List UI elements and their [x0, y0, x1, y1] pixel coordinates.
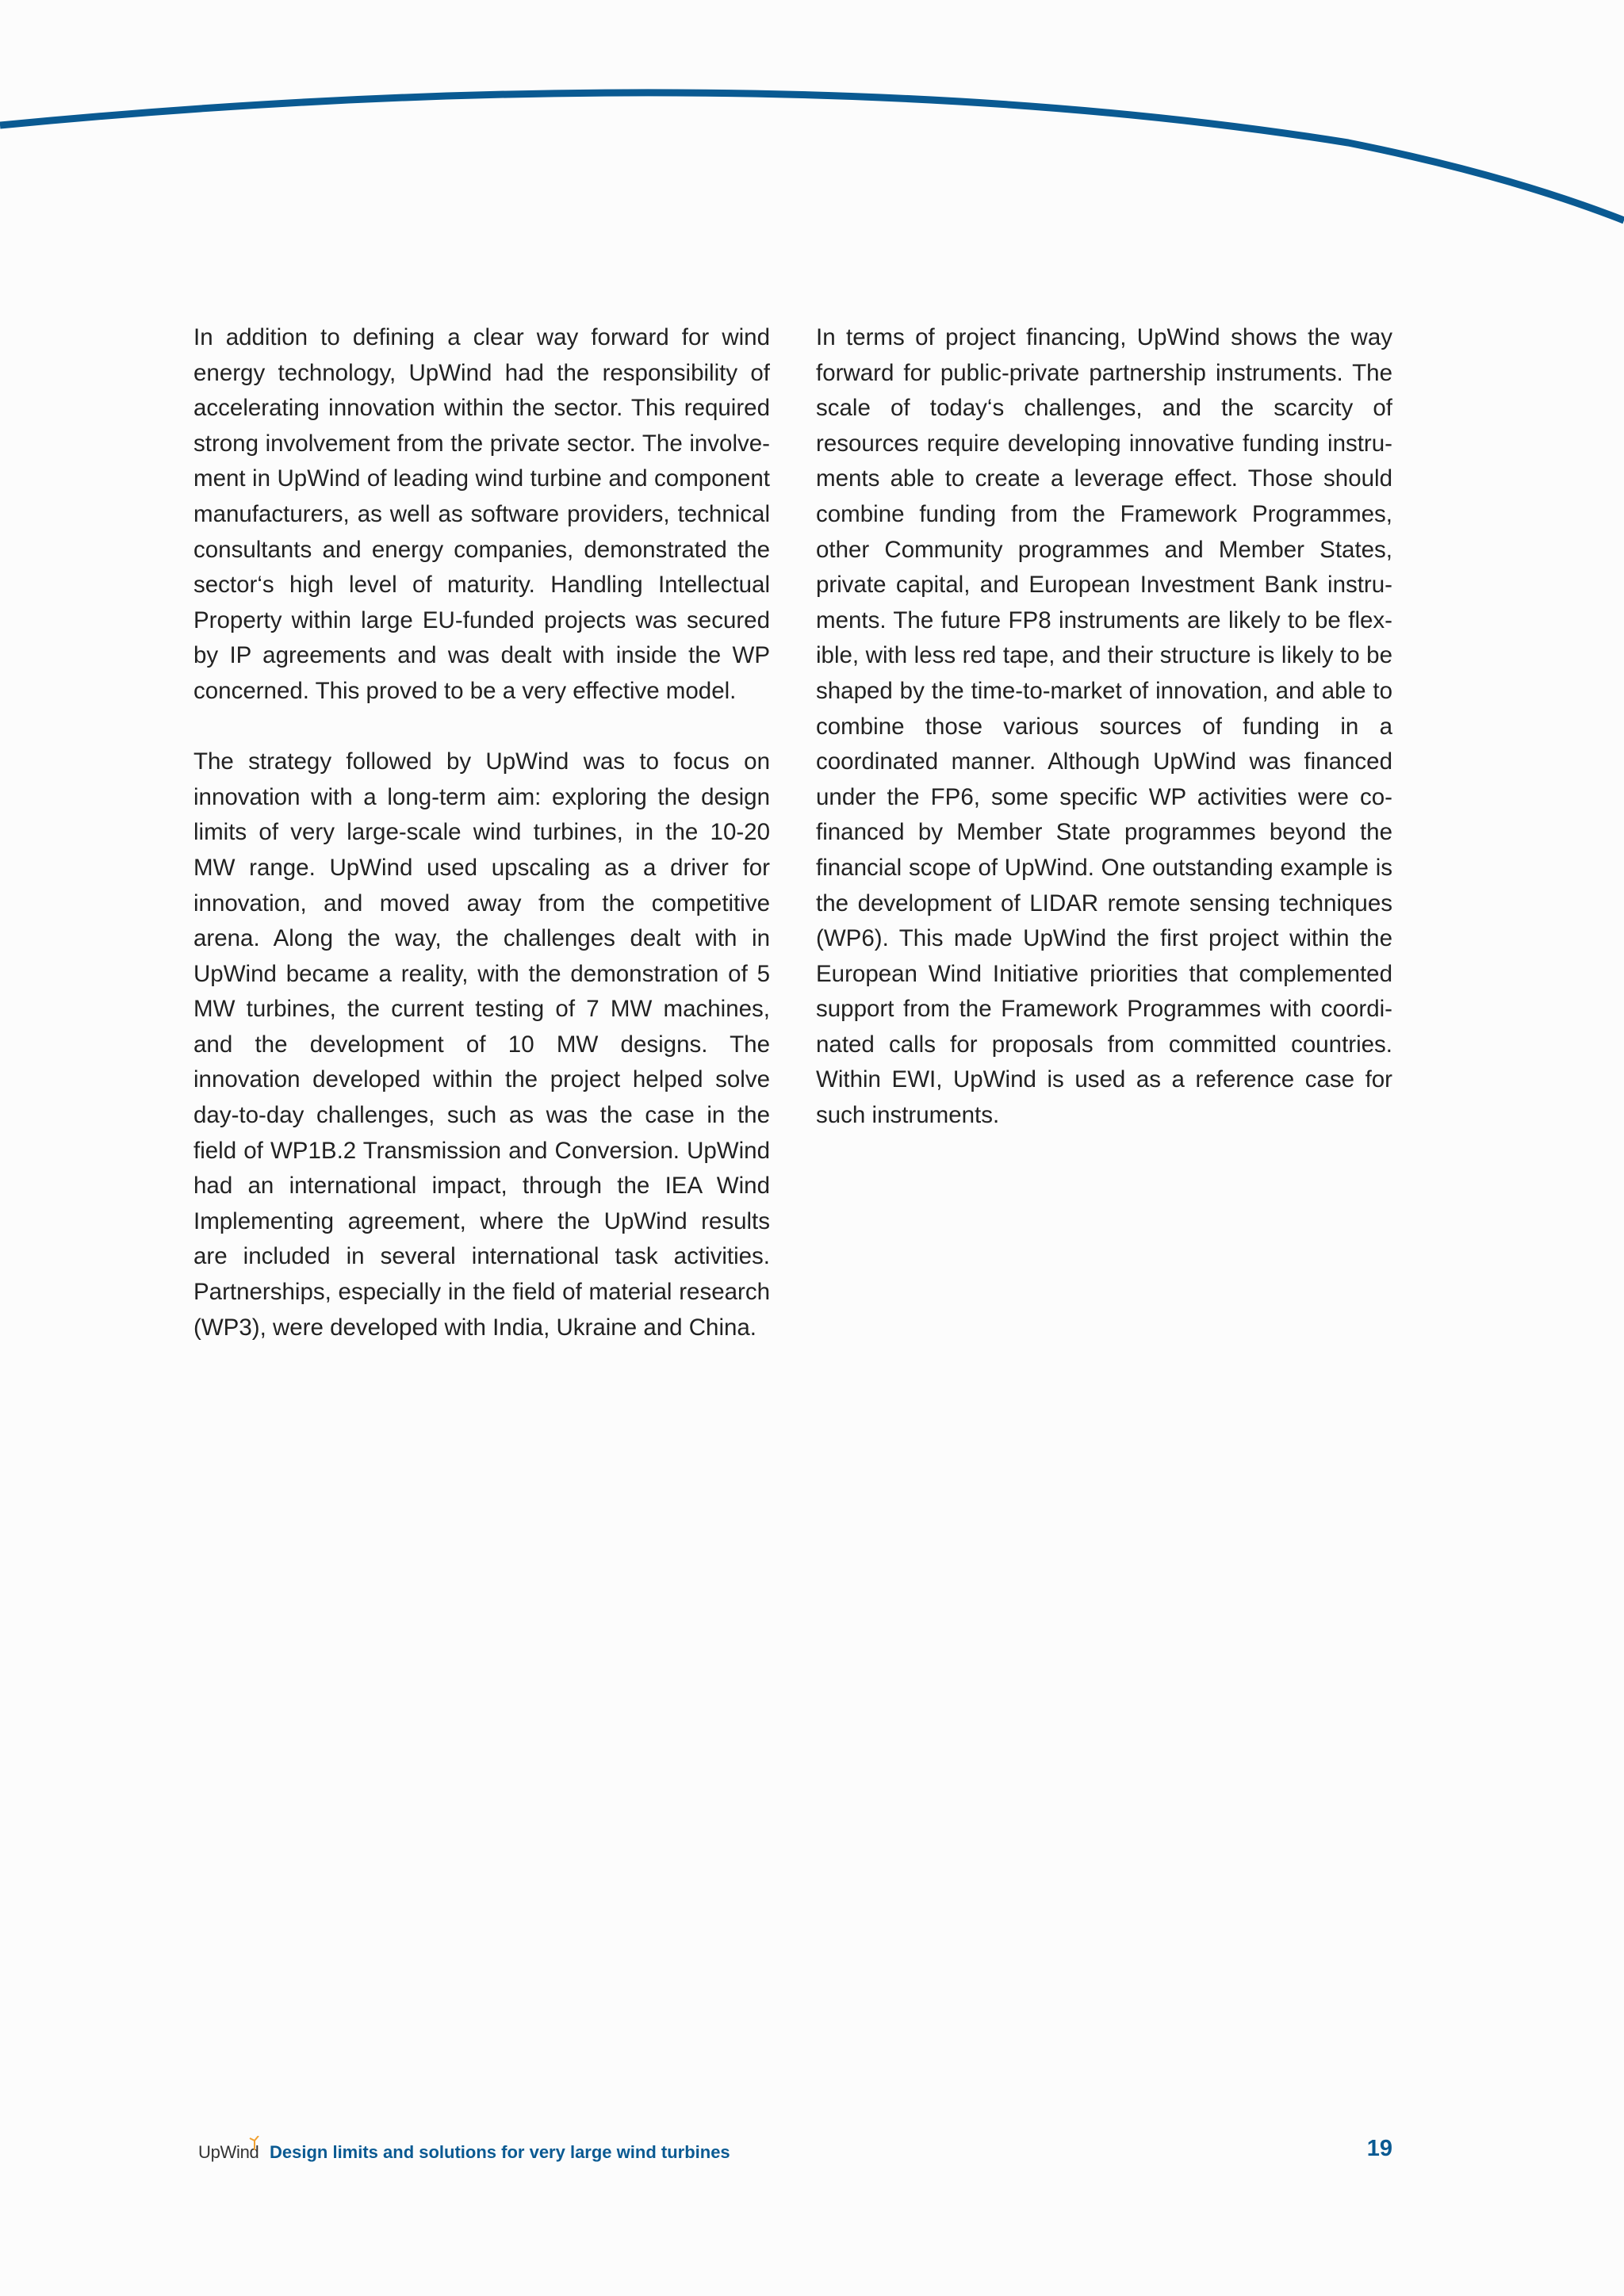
- right-text-column: [816, 320, 1392, 1169]
- turbine-blade-icon: [249, 2136, 260, 2150]
- footer-document-title: Design limits and solutions for very large wind turbines: [270, 2142, 730, 2162]
- header-arc-decoration: [0, 0, 1624, 238]
- left-paragraph-2: The strategy followed by UpWind was to focus on innovation with a long-term aim: exploring the design limits of very large-scale wind turbines, in the 10-20 MW range. UpWind used upscaling as a driver for innovation, and moved away from the competitive arena. Along the way, the challenges dealt with in UpWind became a reality, with the demonstration of 5 MW turbines, the current testing of 7 MW machines, and the development of 10 MW designs. The innovation developed within the project helped solve day-to-day challenges, such as was the case in the field of WP1B.2 Transmission and Conversion. UpWind had an international impact, through the IEA Wind Implementing agreement, where the UpWind results are included in several international task activities. Partnerships, especially in the field of material research (WP3), were developed with India, Ukraine and China.: [193, 748, 770, 1341]
- page-number: 19: [1366, 2136, 1392, 2161]
- right-paragraph-1: In terms of project financing, UpWind shows the way forward for public-private partnership instruments. The scale of today‘s challenges, and the scarcity of resources require developing innovative funding instruments able to create a leverage effect. Those should combine funding from the Framework Programmes, other Community programmes and Member States, private capital, and European Investment Bank instruments. The future FP8 instruments are likely to be flexible, with less red tape, and their structure is likely to be shaped by the time-to-market of innovation, and able to combine those various sources of funding in a coordinated manner. Although UpWind was financed under the FP6, some specific WP activities were co-financed by Member State programmes beyond the financial scope of UpWind. One outstanding example is the development of LIDAR remote sensing techniques (WP6). This made UpWind the first project within the European Wind Initiative priorities that complemented support from the Framework Programmes with coordinated calls for proposals from committed countries. Within EWI, UpWind is used as a reference case for such instruments.: [816, 324, 1392, 1129]
- page-footer: [198, 2136, 1392, 2171]
- left-paragraph-1: In addition to defining a clear way forward for wind energy technology, UpWind had the responsibility of accelerating innovation within the sector. This required strong involvement from the private sector. The involvement in UpWind of leading wind turbine and component manufacturers, as well as software providers, technical consultants and energy companies, demonstrated the sector‘s high level of maturity. Handling Intellectual Property within large EU-funded projects was secured by IP agreements and was dealt with inside the WP concerned. This proved to be a very effective model.: [193, 324, 770, 704]
- upwind-logo: UpWind: [198, 2142, 259, 2162]
- left-text-column: [193, 320, 770, 1381]
